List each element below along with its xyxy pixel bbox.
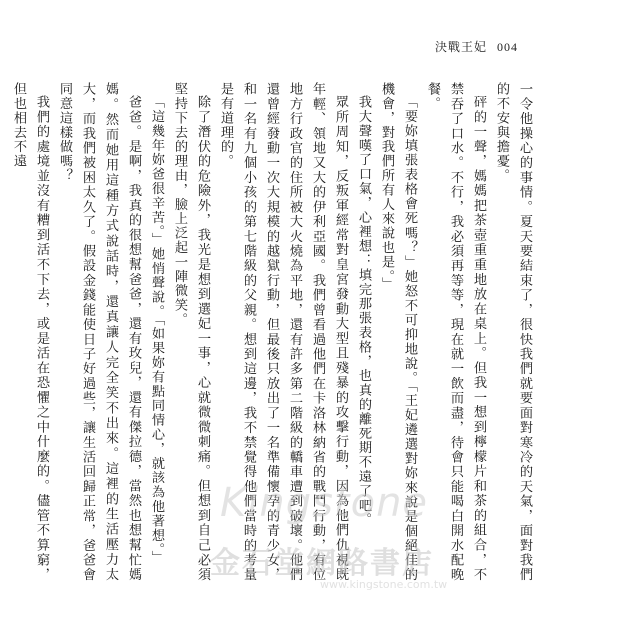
paragraph: 一令他操心的事情。夏天要結束了，很快我們就要面對寒冷的天氣，面對我們的不安與擔憂。 bbox=[494, 82, 532, 582]
page-number: 004 bbox=[497, 40, 518, 54]
body-text bbox=[11, 82, 536, 582]
paragraph: 我大聲嘆了口氣，心裡想：填完那張表格，也真的離死期不遠了吧。 bbox=[356, 95, 371, 528]
paragraph: 除了潛伏的危險外，我光是想到選妃一事，心就微微刺痛。但想到自己必須堅持下去的理由，臉上泛起一陣微笑。 bbox=[172, 82, 210, 582]
paragraph: 「這幾年妳爸很辛苦。」她悄聲說。「如果妳有點同情心，就該為他著想。」 bbox=[149, 95, 164, 565]
watermark-brand-cjk: 金石堂網路書店 bbox=[210, 546, 434, 581]
running-head bbox=[435, 38, 518, 55]
watermark-brand-latin: Kingstone bbox=[220, 480, 429, 526]
book-title: 決戰王妃 bbox=[434, 40, 487, 54]
watermark-url: www.kingstone.com.tw bbox=[320, 578, 448, 591]
paragraph: 「要妳填張表格會死嗎？」她怒不可抑地說。「王妃遴選對妳來說是個絕佳的機會，對我們所有人來說也是。」 bbox=[379, 82, 417, 582]
paragraph: 爸爸。是啊，我真的很想幫爸爸，還有玫兒，還有傑拉德，當然也想幫忙媽媽。然而她用這種方式說話時，還真讓人完全笑不出來。這裡的生活壓力太大，而我們被困太久了。假設金錢能使日子好過些，讓生活回歸正常，爸爸會同意這樣做嗎？ bbox=[57, 82, 141, 582]
paragraph: 眾所周知，反叛軍經常對皇宮發動大型且殘暴的攻擊行動，因為他們仇視既年輕、領地又大的伊利亞國。我們曾看過他們在卡洛林納省的戰鬥行動，有位地方行政官的住所被大火燒為平地，還有許多第二階級的轎車遭到破壞。他們還曾經發動一次大規模的越獄行動，但最後只放出了一名準備懷孕的青少女，和一名有九個小孩的第七階級的父親。想到這邊，我不禁覺得他們當時的考量是有道理的。 bbox=[218, 82, 348, 582]
paragraph: 砰的一聲，媽媽把茶壺重重地放在桌上。但我一想到檸檬片和茶的組合，不禁吞了口水。不行，我必須再等等，現在就一飲而盡，待會只能喝白開水配晚餐。 bbox=[425, 82, 486, 582]
paragraph: 我們的處境並沒有糟到活不下去，或是活在恐懼之中什麼的。儘管不算窮，但也相去不遠 bbox=[11, 82, 49, 582]
